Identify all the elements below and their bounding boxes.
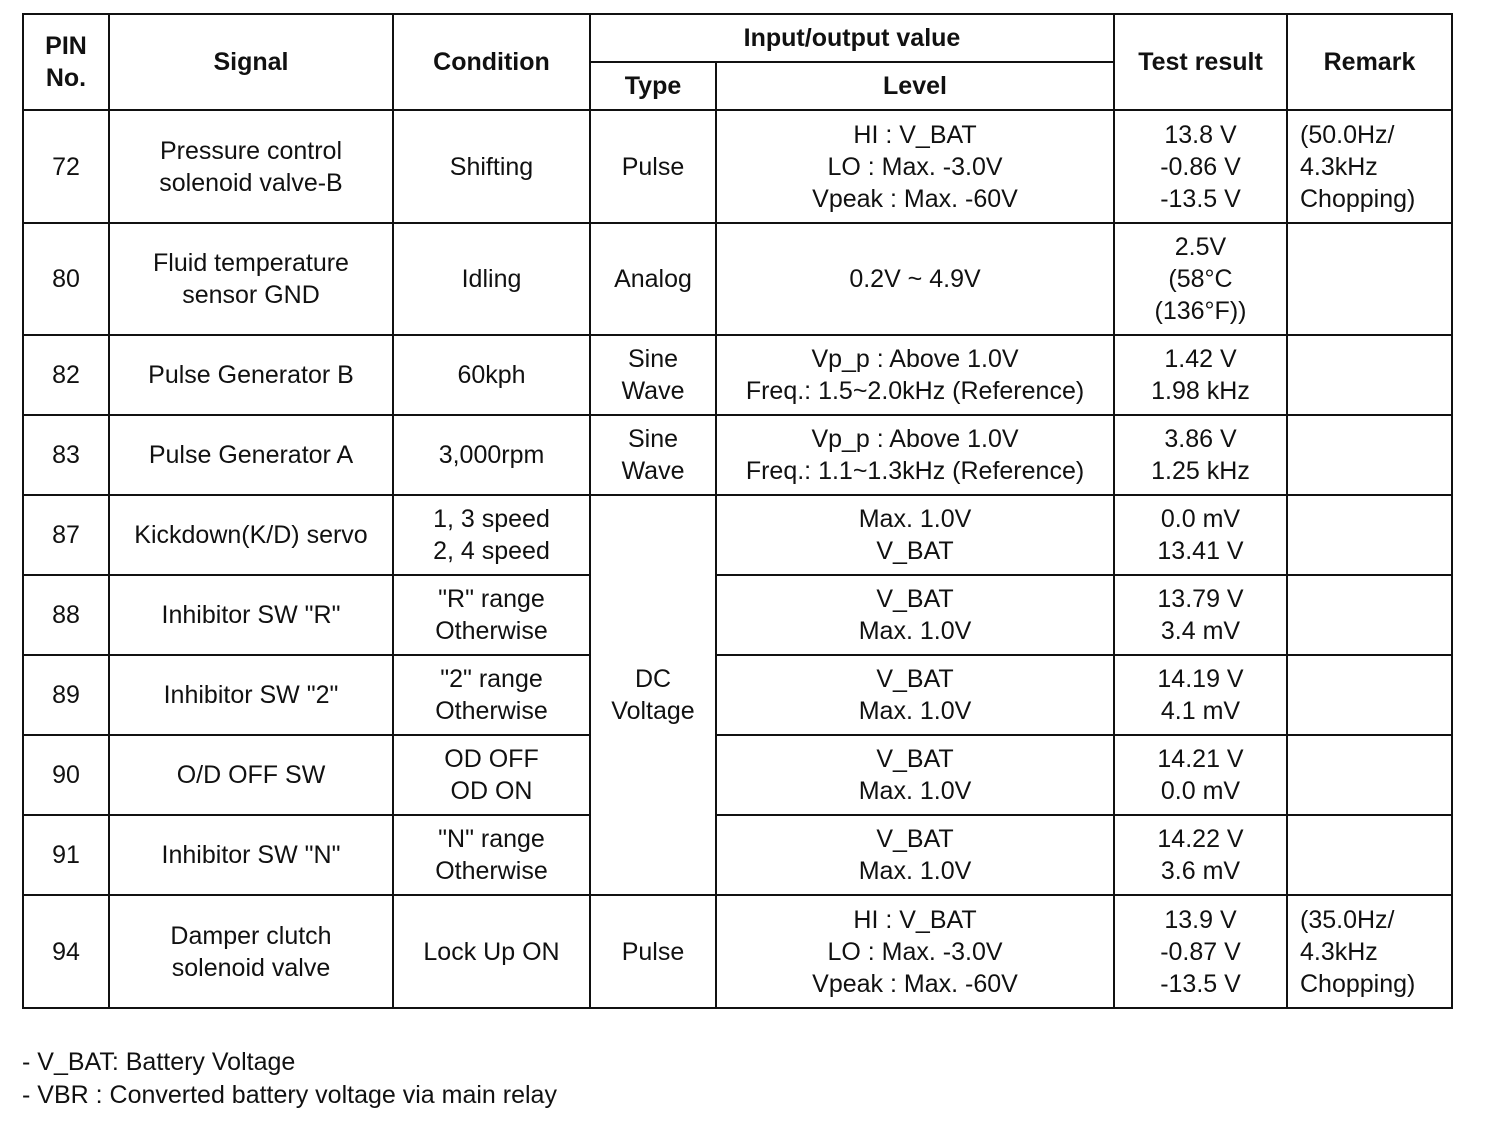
- signal-cell: Fluid temperature sensor GND: [109, 223, 393, 335]
- level-cell: 0.2V ~ 4.9V: [716, 223, 1114, 335]
- remark-cell: [1287, 415, 1452, 495]
- type-cell: Analog: [590, 223, 716, 335]
- level-cell: HI : V_BAT LO : Max. -3.0V Vpeak : Max. -60V: [716, 895, 1114, 1008]
- table-row: [23, 223, 1452, 335]
- remark-cell: (35.0Hz/ 4.3kHz Chopping): [1287, 895, 1452, 1008]
- header-io-value: Input/output value: [590, 14, 1114, 62]
- level-cell: V_BAT Max. 1.0V: [716, 575, 1114, 655]
- signal-cell: Inhibitor SW "R": [109, 575, 393, 655]
- pin-cell: 82: [23, 335, 109, 415]
- condition-cell: OD OFF OD ON: [393, 735, 590, 815]
- signal-cell: Damper clutch solenoid valve: [109, 895, 393, 1008]
- type-cell: Sine Wave: [590, 335, 716, 415]
- result-cell: 14.19 V 4.1 mV: [1114, 655, 1287, 735]
- remark-cell: [1287, 223, 1452, 335]
- remark-cell: [1287, 815, 1452, 895]
- level-cell: Vp_p : Above 1.0V Freq.: 1.1~1.3kHz (Reference): [716, 415, 1114, 495]
- condition-cell: Shifting: [393, 110, 590, 223]
- condition-cell: Idling: [393, 223, 590, 335]
- result-cell: 14.22 V 3.6 mV: [1114, 815, 1287, 895]
- pin-cell: 80: [23, 223, 109, 335]
- condition-cell: "2" range Otherwise: [393, 655, 590, 735]
- table-row: [23, 110, 1452, 223]
- remark-cell: (50.0Hz/ 4.3kHz Chopping): [1287, 110, 1452, 223]
- header-remark: Remark: [1287, 14, 1452, 110]
- remark-cell: [1287, 575, 1452, 655]
- signal-spec-table: [22, 13, 1453, 1009]
- remark-cell: [1287, 735, 1452, 815]
- pin-cell: 90: [23, 735, 109, 815]
- table-row: [23, 335, 1452, 415]
- condition-cell: "R" range Otherwise: [393, 575, 590, 655]
- result-cell: 14.21 V 0.0 mV: [1114, 735, 1287, 815]
- level-cell: Max. 1.0V V_BAT: [716, 495, 1114, 575]
- footnote-vbr: - VBR : Converted battery voltage via main relay: [22, 1081, 557, 1109]
- condition-cell: 3,000rpm: [393, 415, 590, 495]
- pin-cell: 72: [23, 110, 109, 223]
- result-cell: 1.42 V 1.98 kHz: [1114, 335, 1287, 415]
- table-row: [23, 495, 1452, 575]
- pin-cell: 91: [23, 815, 109, 895]
- signal-cell: Pulse Generator B: [109, 335, 393, 415]
- table-row: [23, 655, 1452, 735]
- level-cell: Vp_p : Above 1.0V Freq.: 1.5~2.0kHz (Reference): [716, 335, 1114, 415]
- pin-cell: 89: [23, 655, 109, 735]
- condition-cell: Lock Up ON: [393, 895, 590, 1008]
- table-row: [23, 895, 1452, 1008]
- signal-cell: O/D OFF SW: [109, 735, 393, 815]
- table-row: [23, 735, 1452, 815]
- header-level: Level: [716, 62, 1114, 110]
- header-test-result: Test result: [1114, 14, 1287, 110]
- pin-cell: 83: [23, 415, 109, 495]
- level-cell: V_BAT Max. 1.0V: [716, 735, 1114, 815]
- pin-cell: 88: [23, 575, 109, 655]
- table-row: [23, 575, 1452, 655]
- footnote-vbat: - V_BAT: Battery Voltage: [22, 1048, 296, 1076]
- footnotes: [22, 1046, 557, 1112]
- condition-cell: "N" range Otherwise: [393, 815, 590, 895]
- header-condition: Condition: [393, 14, 590, 110]
- result-cell: 3.86 V 1.25 kHz: [1114, 415, 1287, 495]
- level-cell: V_BAT Max. 1.0V: [716, 655, 1114, 735]
- pin-cell: 94: [23, 895, 109, 1008]
- condition-cell: 60kph: [393, 335, 590, 415]
- result-cell: 2.5V (58°C (136°F)): [1114, 223, 1287, 335]
- header-type: Type: [590, 62, 716, 110]
- level-cell: HI : V_BAT LO : Max. -3.0V Vpeak : Max. -60V: [716, 110, 1114, 223]
- type-cell-dc-voltage: DC Voltage: [590, 495, 716, 895]
- result-cell: 13.9 V -0.87 V -13.5 V: [1114, 895, 1287, 1008]
- table-row: [23, 415, 1452, 495]
- table-row: [23, 815, 1452, 895]
- signal-cell: Pressure control solenoid valve-B: [109, 110, 393, 223]
- pin-cell: 87: [23, 495, 109, 575]
- signal-cell: Pulse Generator A: [109, 415, 393, 495]
- result-cell: 0.0 mV 13.41 V: [1114, 495, 1287, 575]
- type-cell: Pulse: [590, 895, 716, 1008]
- level-cell: V_BAT Max. 1.0V: [716, 815, 1114, 895]
- condition-cell: 1, 3 speed 2, 4 speed: [393, 495, 590, 575]
- remark-cell: [1287, 495, 1452, 575]
- result-cell: 13.79 V 3.4 mV: [1114, 575, 1287, 655]
- header-pin: PIN No.: [23, 14, 109, 110]
- type-cell: Pulse: [590, 110, 716, 223]
- signal-cell: Inhibitor SW "2": [109, 655, 393, 735]
- signal-cell: Inhibitor SW "N": [109, 815, 393, 895]
- remark-cell: [1287, 335, 1452, 415]
- header-signal: Signal: [109, 14, 393, 110]
- result-cell: 13.8 V -0.86 V -13.5 V: [1114, 110, 1287, 223]
- signal-cell: Kickdown(K/D) servo: [109, 495, 393, 575]
- type-cell: Sine Wave: [590, 415, 716, 495]
- remark-cell: [1287, 655, 1452, 735]
